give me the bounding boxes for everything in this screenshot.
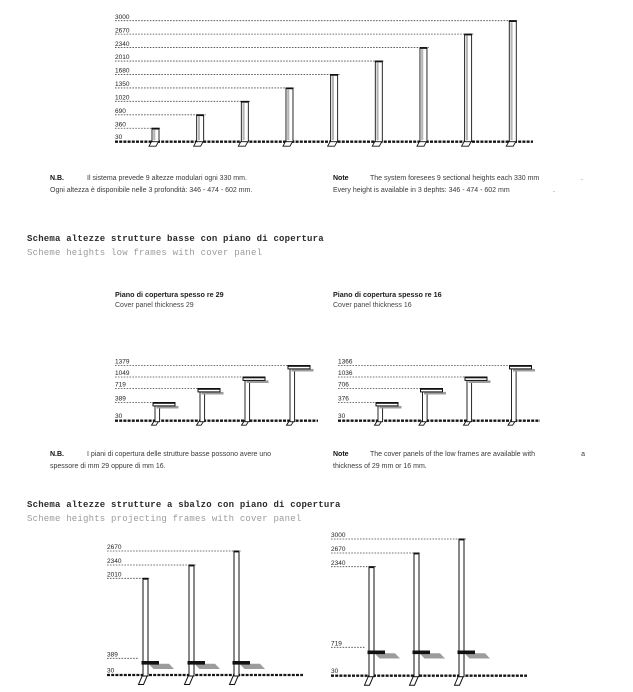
frame-post: [200, 392, 205, 422]
note1-italian: [50, 173, 338, 197]
frame-post: [290, 369, 295, 422]
note2-en-line2: thickness of 29 mm or 16 mm.: [333, 462, 427, 470]
projecting-shelf: [142, 661, 160, 665]
diagram-low-frames-cover-29: [115, 359, 318, 426]
frame-post: [189, 565, 194, 676]
post-top-edge: [189, 565, 195, 567]
section2-title-en: Scheme heights projecting frames with cover panel: [27, 513, 302, 524]
note1-english: [333, 173, 583, 197]
panel-label-29-it: Piano di copertura spesso re 29: [115, 290, 224, 299]
post-top-edge: [414, 553, 420, 555]
note1-en-line1: The system foresees 9 sectional heights each 330 mm: [370, 175, 540, 182]
frame-post: [369, 567, 374, 677]
cover-panel-top-edge: [510, 365, 532, 367]
section2-title-it: Schema altezze strutture a sbalzo con piano di copertura: [27, 500, 341, 510]
panel-side-face: [153, 130, 155, 140]
height-gridline-label: 1366: [338, 358, 353, 366]
cover-panel-top-edge: [288, 365, 310, 367]
height-gridline-label: 2670: [331, 546, 346, 554]
panel-top-edge: [286, 88, 294, 90]
note2-en-label: Note: [333, 451, 349, 458]
section1-title-it: Schema altezze strutture basse con piano di copertura: [27, 234, 324, 244]
cover-panel-top-edge: [243, 377, 265, 379]
height-gridline-label: 1049: [115, 370, 130, 378]
panel-side-face: [332, 76, 334, 140]
diagram-modular-heights: [115, 14, 533, 146]
section1-heading: [27, 233, 324, 260]
baseline-label: 30: [115, 134, 123, 142]
note1-it-label: N.B.: [50, 175, 64, 182]
height-gridline-label: 719: [331, 640, 342, 648]
height-panel: [375, 61, 382, 142]
height-gridline-label: 3000: [115, 13, 130, 21]
note2-it-line1: I piani di copertura delle strutture basse possono avere uno: [87, 451, 272, 458]
post-top-edge: [143, 578, 149, 580]
note2-it-label: N.B.: [50, 451, 64, 458]
panel-side-face: [466, 36, 468, 141]
panel-side-face: [287, 90, 289, 141]
projecting-shelf: [413, 651, 431, 655]
cover-panel-top-edge: [153, 402, 175, 404]
post-top-edge: [369, 566, 375, 568]
diagram-projecting-frames-right: [331, 532, 527, 685]
panel-side-face: [198, 116, 200, 140]
panel-side-face: [377, 63, 379, 141]
panel-side-face: [421, 49, 423, 140]
cover-panel-top-edge: [421, 388, 443, 390]
height-panel: [331, 74, 338, 141]
note2-english: [333, 449, 585, 473]
height-gridline-label: 376: [338, 395, 349, 403]
panel-label-16: [333, 289, 442, 311]
height-panel: [197, 115, 204, 142]
panel-label-16-it: Piano di copertura spesso re 16: [333, 290, 442, 299]
height-gridline-label: 706: [338, 381, 349, 389]
note1-en-line2-tail: .: [553, 186, 555, 194]
height-panel: [509, 21, 516, 142]
height-gridline-label: 1036: [338, 370, 353, 378]
height-gridline-label: 1680: [115, 67, 130, 75]
cover-panel-top-edge: [465, 377, 487, 379]
panel-label-16-en: Cover panel thickness 16: [333, 302, 412, 309]
projecting-shelf: [458, 651, 476, 655]
height-gridline-label: 2670: [115, 27, 130, 35]
diagram-projecting-frames-left: [107, 544, 303, 684]
cover-panel-top-edge: [376, 402, 398, 404]
height-gridline-label: 1020: [115, 94, 130, 102]
frame-post: [467, 380, 472, 422]
note2-en-line1: The cover panels of the low frames are available with: [370, 451, 535, 458]
panel-top-edge: [152, 128, 160, 130]
panel-top-edge: [375, 61, 383, 63]
panel-side-face: [243, 103, 245, 140]
post-top-edge: [234, 551, 240, 553]
note1-en-line2: Every height is available in 3 dephts: 346 - 474 - 602 mm: [333, 186, 510, 194]
frame-post: [423, 392, 428, 422]
baseline-label: 30: [107, 667, 115, 675]
projecting-shelf: [188, 661, 206, 665]
note1-en-label: Note: [333, 175, 349, 182]
note1-it-line1: Il sistema prevede 9 altezze modulari ogni 330 mm.: [87, 175, 247, 182]
frame-post: [234, 551, 239, 676]
baseline-label: 30: [115, 413, 123, 421]
panel-top-edge: [330, 74, 338, 76]
note2-italian: [50, 449, 338, 473]
height-gridline-label: 389: [107, 651, 118, 659]
note1-it-line2: Ogni altezza è disponibile nelle 3 profondità: 346 - 474 - 602 mm.: [50, 186, 253, 194]
baseline-label: 30: [331, 668, 339, 676]
frame-post: [512, 369, 517, 422]
frame-post: [245, 380, 250, 422]
cover-panel-top-edge: [198, 388, 220, 390]
height-panel: [241, 101, 248, 141]
panel-top-edge: [241, 101, 249, 103]
panel-top-edge: [464, 34, 472, 36]
height-panel: [286, 88, 293, 142]
height-gridline-label: 2340: [115, 40, 130, 48]
note2-it-line2: spessore di mm 29 oppure di mm 16.: [50, 462, 166, 470]
note2-en-line1-tail: a: [581, 451, 585, 458]
height-gridline-label: 2340: [331, 559, 346, 567]
section2-heading: [27, 499, 341, 526]
projecting-shelf: [233, 661, 251, 665]
panel-top-edge: [509, 20, 517, 22]
height-gridline-label: 1379: [115, 358, 130, 366]
height-gridline-label: 690: [115, 108, 126, 116]
height-gridline-label: 1350: [115, 81, 130, 89]
panel-side-face: [510, 22, 512, 140]
panel-label-29: [115, 289, 224, 311]
height-panel: [420, 48, 427, 142]
frame-post: [414, 553, 419, 677]
height-gridline-label: 389: [115, 395, 126, 403]
height-gridline-label: 3000: [331, 532, 346, 540]
height-gridline-label: 2010: [107, 571, 122, 579]
projecting-shelf: [368, 651, 386, 655]
height-gridline-label: 2010: [115, 54, 130, 62]
diagram-low-frames-cover-16: [338, 359, 540, 426]
panel-top-edge: [196, 114, 204, 116]
post-top-edge: [459, 539, 465, 541]
panel-label-29-en: Cover panel thickness 29: [115, 302, 194, 309]
note1-en-line1-tail: .: [581, 175, 583, 182]
frame-post: [459, 539, 464, 677]
height-gridline-label: 719: [115, 381, 126, 389]
baseline-label: 30: [338, 413, 346, 421]
height-panel: [465, 34, 472, 142]
height-panel: [152, 128, 159, 141]
height-gridline-label: 2670: [107, 544, 122, 552]
section1-title-en: Scheme heights low frames with cover panel: [27, 247, 263, 258]
height-gridline-label: 360: [115, 121, 126, 129]
height-gridline-label: 2340: [107, 558, 122, 566]
panel-top-edge: [420, 47, 428, 49]
